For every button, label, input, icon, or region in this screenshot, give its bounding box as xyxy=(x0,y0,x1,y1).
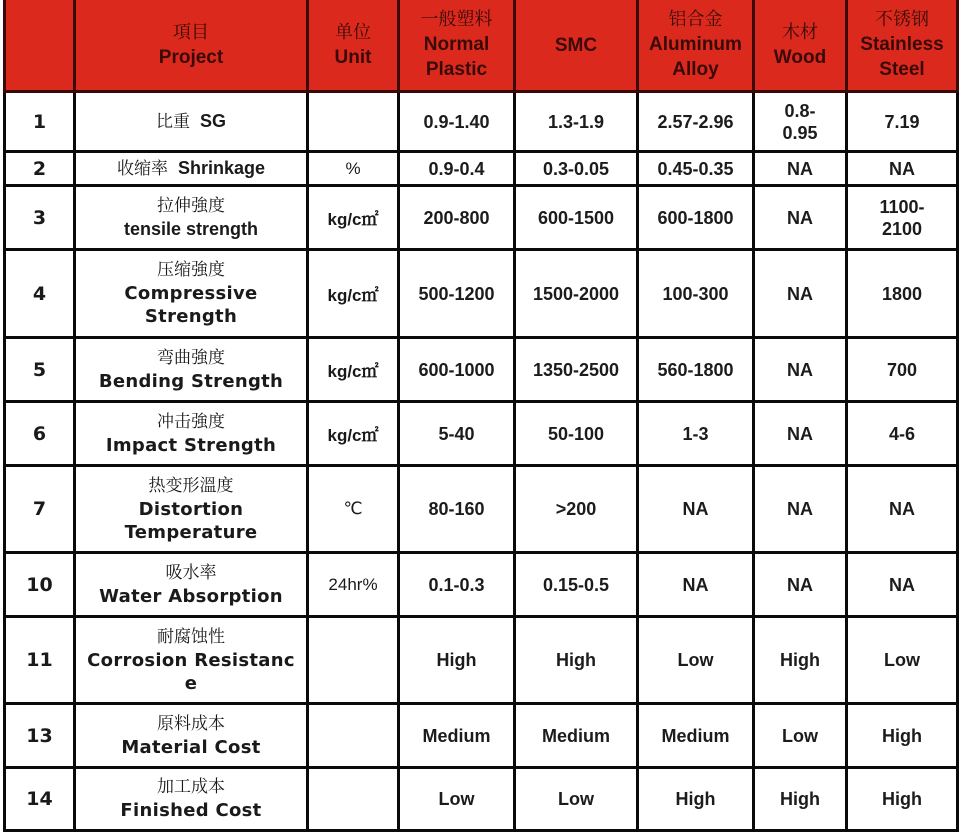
row-number: 4 xyxy=(5,250,75,338)
cell-normal-plastic: 500-1200 xyxy=(399,250,515,338)
header-stainless-steel-en: Stainless Steel xyxy=(860,34,944,80)
header-unit xyxy=(308,0,399,92)
row-project-cn: 比重 xyxy=(155,111,190,132)
cell-normal-plastic: 80-160 xyxy=(399,466,515,553)
header-smc-en: SMC xyxy=(554,34,598,56)
cell-stainless-steel: NA xyxy=(847,466,958,553)
cell-normal-plastic: 600-1000 xyxy=(399,338,515,402)
cell-normal-plastic: High xyxy=(399,617,515,704)
header-smc xyxy=(515,0,638,92)
row-project-cn: 压缩強度 xyxy=(157,260,225,280)
row-project-cn: 耐腐蚀性 xyxy=(157,626,225,647)
row-project-en: Shrinkage xyxy=(177,157,266,178)
row-unit: ℃ xyxy=(308,466,399,553)
row-unit: kg/c㎡ xyxy=(308,338,399,402)
material-comparison-table xyxy=(3,0,959,832)
row-project-cn: 热变形溫度 xyxy=(148,475,234,496)
row-project-en: Material Cost xyxy=(121,736,261,758)
cell-wood: Low xyxy=(754,704,847,768)
row-unit: kg/c㎡ xyxy=(308,250,399,338)
cell-smc: 1500-2000 xyxy=(515,250,638,338)
cell-aluminum-alloy: NA xyxy=(638,466,754,553)
cell-normal-plastic: Low xyxy=(399,768,515,831)
cell-stainless-steel: 700 xyxy=(847,338,958,402)
cell-aluminum-alloy: 600-1800 xyxy=(638,186,754,250)
cell-aluminum-alloy: Low xyxy=(638,617,754,704)
header-aluminum-alloy-cn: 铝合金 xyxy=(668,9,723,30)
cell-stainless-steel: High xyxy=(847,768,958,831)
header-project-en: Project xyxy=(158,46,224,68)
header-index xyxy=(5,0,75,92)
table-row xyxy=(5,553,958,617)
row-project-cn: 拉伸強度 xyxy=(157,195,225,216)
header-stainless-steel-cn: 不锈钢 xyxy=(875,9,929,30)
row-unit: 24hr% xyxy=(308,553,399,617)
header-wood xyxy=(754,0,847,92)
header-wood-cn: 木材 xyxy=(782,21,818,43)
table-row xyxy=(5,92,958,152)
row-project xyxy=(75,466,308,553)
cell-aluminum-alloy: 0.45-0.35 xyxy=(638,152,754,186)
cell-wood: NA xyxy=(754,152,847,186)
row-project xyxy=(75,250,308,338)
cell-wood: High xyxy=(754,617,847,704)
cell-aluminum-alloy: Medium xyxy=(638,704,754,768)
cell-smc: 0.3-0.05 xyxy=(515,152,638,186)
row-unit xyxy=(308,704,399,768)
cell-wood: NA xyxy=(754,466,847,553)
row-project-cn: 吸水率 xyxy=(165,562,217,583)
row-project-en: tensile strength xyxy=(123,218,259,239)
header-wood-en: Wood xyxy=(773,46,827,68)
cell-smc: 0.15-0.5 xyxy=(515,553,638,617)
header-normal-plastic-en: Normal Plastic xyxy=(423,34,490,80)
header-stainless-steel xyxy=(847,0,958,92)
cell-stainless-steel: Low xyxy=(847,617,958,704)
row-unit: % xyxy=(308,152,399,186)
row-unit xyxy=(308,92,399,152)
cell-stainless-steel: NA xyxy=(847,553,958,617)
row-project-cn: 收缩率 xyxy=(116,158,168,179)
row-project-cn: 加工成本 xyxy=(157,777,225,797)
row-project xyxy=(75,617,308,704)
row-number: 10 xyxy=(5,553,75,617)
header-project xyxy=(75,0,308,92)
header-normal-plastic-cn: 一般塑料 xyxy=(420,9,493,30)
table-row xyxy=(5,704,958,768)
row-project xyxy=(75,152,308,186)
header-normal-plastic xyxy=(399,0,515,92)
cell-smc: 50-100 xyxy=(515,402,638,466)
cell-stainless-steel: NA xyxy=(847,152,958,186)
cell-smc: High xyxy=(515,617,638,704)
cell-wood: NA xyxy=(754,402,847,466)
row-unit: kg/c㎡ xyxy=(308,186,399,250)
cell-aluminum-alloy: 1-3 xyxy=(638,402,754,466)
row-unit: kg/c㎡ xyxy=(308,402,399,466)
row-project-en: Water Absorption xyxy=(99,585,283,607)
cell-smc: 600-1500 xyxy=(515,186,638,250)
row-project-en: Compressive Strength xyxy=(124,283,258,327)
row-project-en: Finished Cost xyxy=(120,800,262,821)
cell-stainless-steel: 4-6 xyxy=(847,402,958,466)
cell-wood: NA xyxy=(754,186,847,250)
header-unit-cn: 单位 xyxy=(335,21,371,43)
row-project xyxy=(75,704,308,768)
row-project xyxy=(75,553,308,617)
header-project-cn: 項目 xyxy=(173,21,209,43)
row-number: 3 xyxy=(5,186,75,250)
cell-normal-plastic: 0.1-0.3 xyxy=(399,553,515,617)
cell-stainless-steel: 1800 xyxy=(847,250,958,338)
row-project-en: Corrosion Resistance xyxy=(87,649,295,694)
cell-smc: 1350-2500 xyxy=(515,338,638,402)
row-project xyxy=(75,92,308,152)
row-project xyxy=(75,186,308,250)
table-row xyxy=(5,466,958,553)
cell-wood: 0.8-0.95 xyxy=(754,92,847,152)
row-project-cn: 冲击強度 xyxy=(157,411,225,432)
row-project xyxy=(75,768,308,831)
cell-aluminum-alloy: NA xyxy=(638,553,754,617)
row-number: 11 xyxy=(5,617,75,704)
header-aluminum-alloy-en: Aluminum Alloy xyxy=(649,34,742,80)
cell-wood: High xyxy=(754,768,847,831)
table-row xyxy=(5,152,958,186)
row-project xyxy=(75,402,308,466)
cell-normal-plastic: 5-40 xyxy=(399,402,515,466)
cell-stainless-steel: High xyxy=(847,704,958,768)
cell-normal-plastic: 0.9-1.40 xyxy=(399,92,515,152)
row-project-en: SG xyxy=(199,110,226,131)
header-aluminum-alloy xyxy=(638,0,754,92)
row-project-cn: 原料成本 xyxy=(157,713,225,734)
cell-normal-plastic: 0.9-0.4 xyxy=(399,152,515,186)
table-row xyxy=(5,402,958,466)
cell-smc: >200 xyxy=(515,466,638,553)
cell-normal-plastic: 200-800 xyxy=(399,186,515,250)
row-project xyxy=(75,338,308,402)
cell-smc: Low xyxy=(515,768,638,831)
cell-aluminum-alloy: 2.57-2.96 xyxy=(638,92,754,152)
table-row xyxy=(5,186,958,250)
cell-stainless-steel: 1100-2100 xyxy=(847,186,958,250)
row-number: 2 xyxy=(5,152,75,186)
material-comparison-sheet xyxy=(3,0,956,832)
cell-aluminum-alloy: 100-300 xyxy=(638,250,754,338)
table-row xyxy=(5,768,958,831)
cell-smc: 1.3-1.9 xyxy=(515,92,638,152)
row-project-cn: 弯曲強度 xyxy=(157,347,225,368)
cell-smc: Medium xyxy=(515,704,638,768)
cell-aluminum-alloy: High xyxy=(638,768,754,831)
row-unit xyxy=(308,617,399,704)
row-project-en: Distortion Temperature xyxy=(124,498,258,543)
row-project-en: Impact Strength xyxy=(105,434,277,456)
cell-aluminum-alloy: 560-1800 xyxy=(638,338,754,402)
cell-stainless-steel: 7.19 xyxy=(847,92,958,152)
table-row xyxy=(5,250,958,338)
row-number: 13 xyxy=(5,704,75,768)
table-row xyxy=(5,617,958,704)
cell-wood: NA xyxy=(754,338,847,402)
cell-wood: NA xyxy=(754,250,847,338)
row-project-en: Bending Strength xyxy=(98,370,284,392)
row-unit xyxy=(308,768,399,831)
table-row xyxy=(5,338,958,402)
header-row xyxy=(5,0,958,92)
row-number: 14 xyxy=(5,768,75,831)
row-number: 5 xyxy=(5,338,75,402)
header-unit-en: Unit xyxy=(334,46,372,68)
cell-normal-plastic: Medium xyxy=(399,704,515,768)
row-number: 1 xyxy=(5,92,75,152)
row-number: 7 xyxy=(5,466,75,553)
cell-wood: NA xyxy=(754,553,847,617)
row-number: 6 xyxy=(5,402,75,466)
